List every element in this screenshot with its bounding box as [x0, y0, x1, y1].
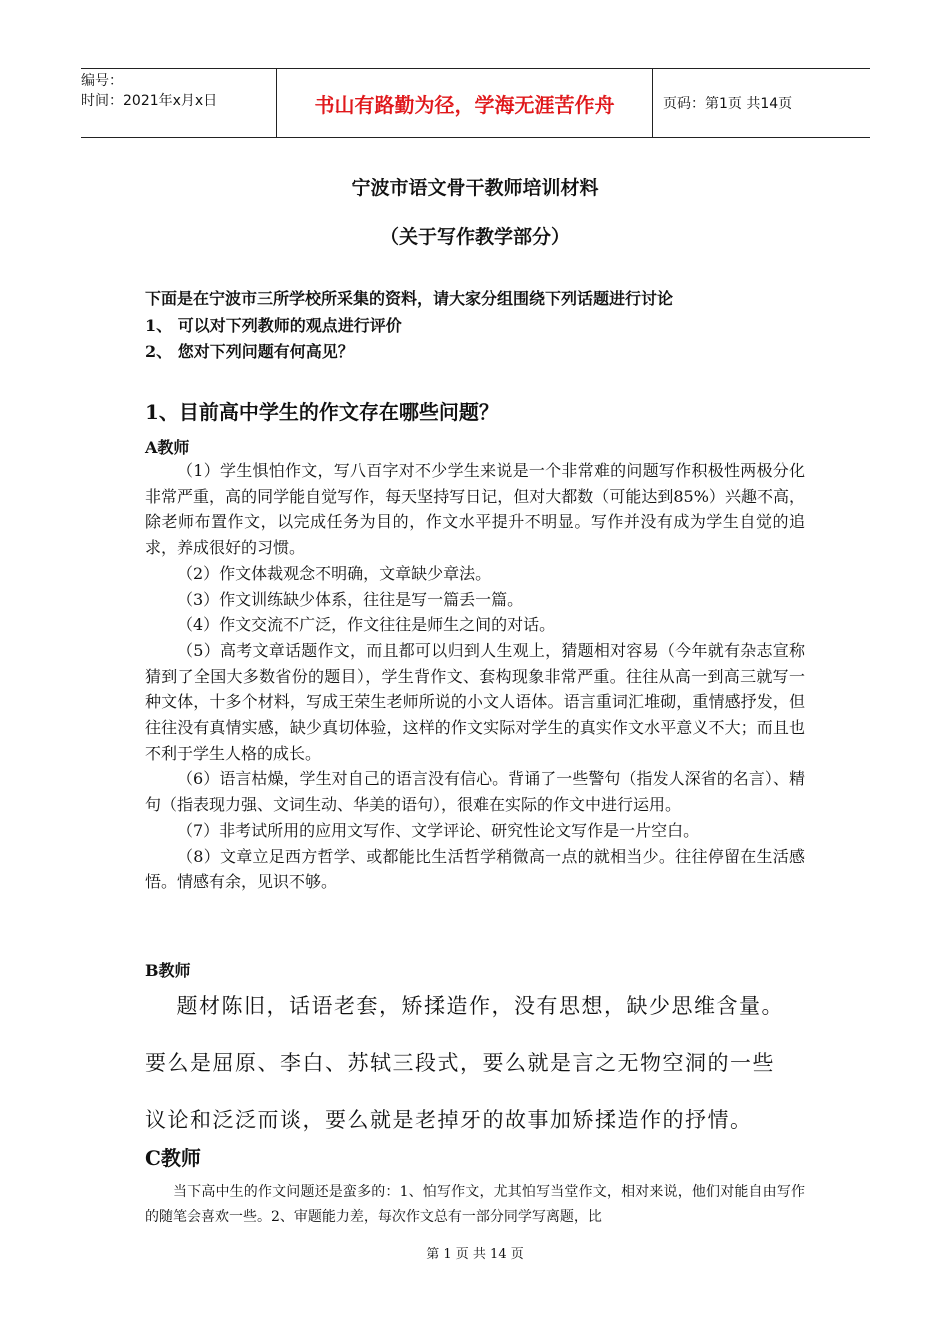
teacher-c-content: [145, 1180, 805, 1230]
header-page-info: 页码：第1页 共14页: [663, 96, 793, 112]
number-label: 编号：: [81, 73, 123, 89]
teacher-c-label: C教师: [145, 1146, 201, 1170]
section-heading: 1、目前高中学生的作文存在哪些问题？: [145, 400, 499, 424]
teacher-a-point-1: （1）学生惧怕作文，写八百字对不少学生来说是一个非常难的问题写作积极性两极分化非常严重，高的同学能自觉写作，每天坚持写日记，但对大都数（可能达到85%）兴趣不高，除老师布置作文，以完成任务为目的，作文水平提升不明显。写作并没有成为学生自觉的追求，养成很好的习惯。: [145, 461, 805, 558]
teacher-a-content: [145, 458, 805, 895]
header-motto: 书山有路勤为径，学海无涯苦作舟: [277, 69, 653, 137]
teacher-b-label: B教师: [145, 961, 191, 980]
teacher-a-point-6: （6）语言枯燥，学生对自己的语言没有信心。背诵了一些警句（指发人深省的名言）、精句（指表现力强、文词生动、华美的语句），很难在实际的作文中进行运用。: [145, 769, 805, 815]
teacher-b-content: [145, 978, 805, 1149]
teacher-a-point-3: （3）作文训练缺少体系，往往是写一篇丢一篇。: [177, 589, 524, 609]
document-title: 宁波市语文骨干教师培训材料: [351, 177, 599, 199]
document-subtitle: （关于写作教学部分）: [379, 226, 570, 248]
intro-item-2: 2、 您对下列问题有何高见？: [145, 342, 354, 361]
teacher-a-point-2: （2）作文体裁观念不明确，文章缺少章法。: [177, 563, 492, 583]
intro-line: 下面是在宁波市三所学校所采集的资料，请大家分组围绕下列话题进行讨论: [145, 289, 674, 308]
header-meta: [81, 69, 277, 137]
date-label: 时间：2021年x月x日: [81, 93, 218, 109]
teacher-a-point-7: （7）非考试所用的应用文写作、文学评论、研究性论文写作是一片空白。: [177, 820, 700, 840]
teacher-a-label: A教师: [145, 438, 190, 457]
teacher-b-line-3: 议论和泛泛而谈，要么就是老掉牙的故事加矫揉造作的抒情。: [145, 1108, 753, 1132]
teacher-a-point-8: （8）文章立足西方哲学、或都能比生活哲学稍微高一点的就相当少。往往停留在生活感悟。情感有余，见识不够。: [145, 846, 805, 892]
teacher-c-paragraph: 当下高中生的作文问题还是蛮多的：1、怕写作文，尤其怕写当堂作文，相对来说，他们对能自由写作的随笔会喜欢一些。2、审题能力差，每次作文总有一部分同学写离题，比: [145, 1184, 805, 1225]
teacher-a-point-5: （5）高考文章话题作文，而且都可以归到人生观上，猜题相对容易（今年就有杂志宣称猜到了全国大多数省份的题目），学生背作文、套构现象非常严重。往往从高一到高三就写一种文体，十多个材料，写成王荣生老师所说的小文人语体。语言重词汇堆砌，重情感抒发，但往往没有真情实感，缺少真切体验，这样的作文实际对学生的真实作文水平意义不大；而且也不利于学生人格的成长。: [145, 640, 805, 763]
teacher-b-line-2: 要么是屈原、李白、苏轼三段式，要么就是言之无物空洞的一些: [145, 1051, 775, 1075]
intro-item-1: 1、 可以对下列教师的观点进行评价: [145, 316, 402, 335]
teacher-b-line-1: 题材陈旧，话语老套，矫揉造作，没有思想，缺少思维含量。: [176, 994, 784, 1018]
teacher-a-point-4: （4）作文交流不广泛，作文往往是师生之间的对话。: [177, 615, 556, 635]
page-header: [81, 68, 870, 138]
page-footer: 第 1 页 共 14 页: [426, 1247, 524, 1262]
